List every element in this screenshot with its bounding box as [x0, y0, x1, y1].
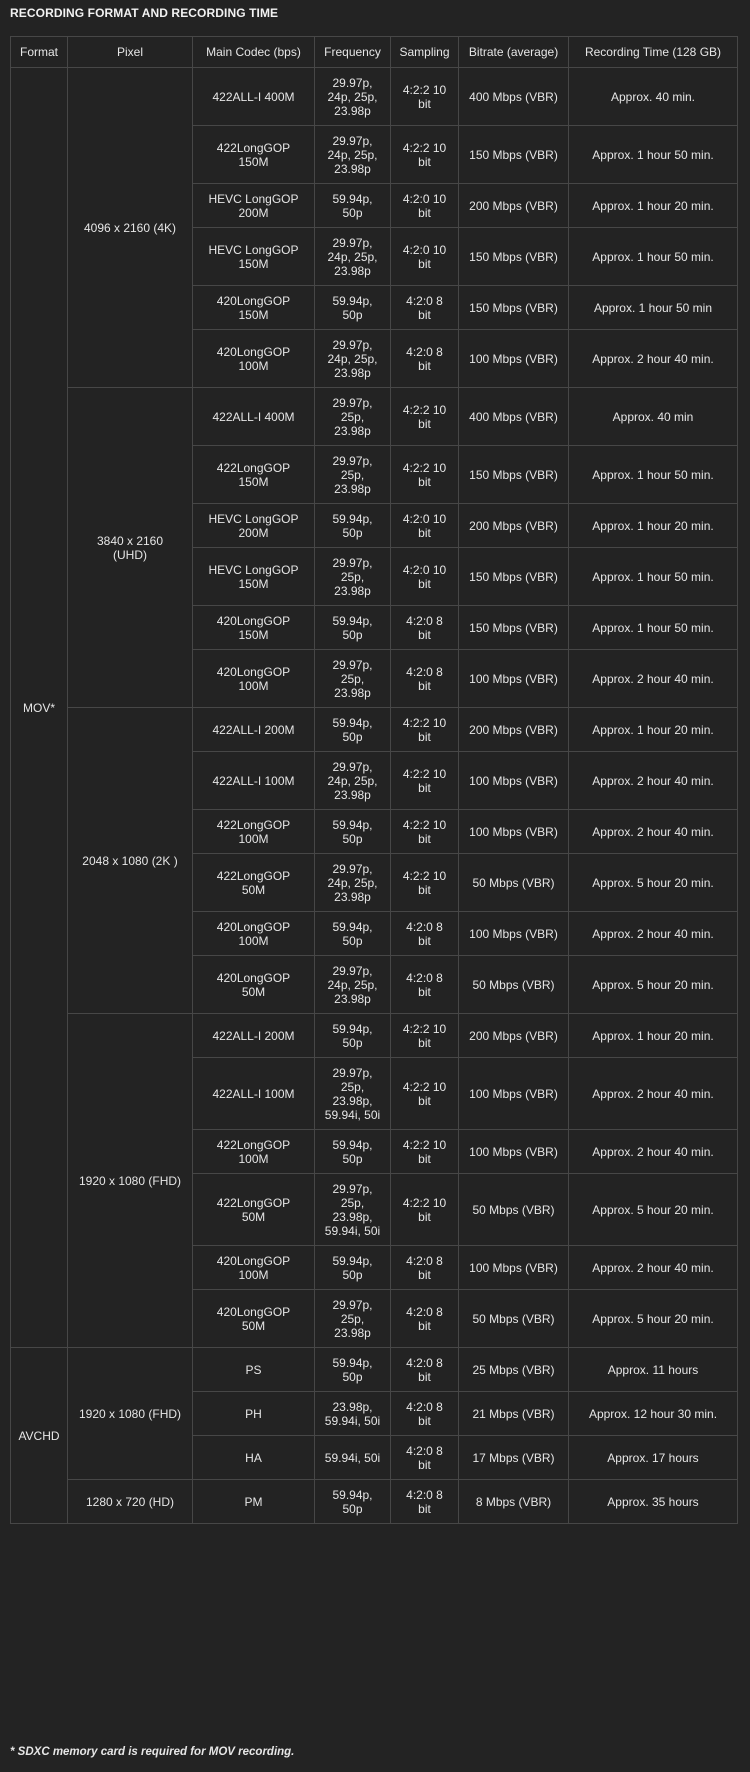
codec-cell: HA	[193, 1436, 315, 1480]
sampling-cell: 4:2:2 10 bit	[391, 1130, 459, 1174]
bitrate-cell: 50 Mbps (VBR)	[459, 854, 569, 912]
table-body	[11, 68, 738, 1524]
codec-cell: 422LongGOP 150M	[193, 446, 315, 504]
codec-cell: 422ALL-I 200M	[193, 1014, 315, 1058]
frequency-cell: 29.97p, 25p, 23.98p	[315, 548, 391, 606]
recording-time-cell: Approx. 5 hour 20 min.	[569, 1174, 738, 1246]
sampling-cell: 4:2:0 8 bit	[391, 1480, 459, 1524]
frequency-cell: 29.97p, 24p, 25p, 23.98p	[315, 752, 391, 810]
table-row	[11, 708, 738, 752]
pixel-cell: 3840 x 2160 (UHD)	[68, 388, 193, 708]
codec-cell: 422ALL-I 200M	[193, 708, 315, 752]
recording-time-cell: Approx. 2 hour 40 min.	[569, 330, 738, 388]
frequency-cell: 29.97p, 25p, 23.98p	[315, 446, 391, 504]
format-cell: MOV*	[11, 68, 68, 1348]
bitrate-cell: 150 Mbps (VBR)	[459, 548, 569, 606]
bitrate-cell: 150 Mbps (VBR)	[459, 606, 569, 650]
codec-cell: PH	[193, 1392, 315, 1436]
codec-cell: 420LongGOP 150M	[193, 286, 315, 330]
codec-cell: 422ALL-I 100M	[193, 752, 315, 810]
recording-time-cell: Approx. 2 hour 40 min.	[569, 1058, 738, 1130]
sampling-cell: 4:2:0 8 bit	[391, 1348, 459, 1392]
sampling-cell: 4:2:2 10 bit	[391, 1174, 459, 1246]
frequency-cell: 59.94p, 50p	[315, 1348, 391, 1392]
footnote: * SDXC memory card is required for MOV recording.	[10, 1746, 295, 1758]
sampling-cell: 4:2:0 8 bit	[391, 330, 459, 388]
bitrate-cell: 200 Mbps (VBR)	[459, 184, 569, 228]
sampling-cell: 4:2:2 10 bit	[391, 446, 459, 504]
codec-cell: 422LongGOP 100M	[193, 810, 315, 854]
frequency-cell: 59.94p, 50p	[315, 1130, 391, 1174]
bitrate-cell: 21 Mbps (VBR)	[459, 1392, 569, 1436]
bitrate-cell: 100 Mbps (VBR)	[459, 912, 569, 956]
sampling-cell: 4:2:2 10 bit	[391, 1014, 459, 1058]
bitrate-cell: 150 Mbps (VBR)	[459, 286, 569, 330]
frequency-cell: 29.97p, 24p, 25p, 23.98p	[315, 330, 391, 388]
bitrate-cell: 400 Mbps (VBR)	[459, 68, 569, 126]
header-recording-time: Recording Time (128 GB)	[569, 37, 738, 68]
bitrate-cell: 100 Mbps (VBR)	[459, 1130, 569, 1174]
sampling-cell: 4:2:0 8 bit	[391, 1246, 459, 1290]
table-row	[11, 68, 738, 126]
sampling-cell: 4:2:0 8 bit	[391, 650, 459, 708]
recording-time-cell: Approx. 2 hour 40 min.	[569, 1130, 738, 1174]
bitrate-cell: 100 Mbps (VBR)	[459, 752, 569, 810]
recording-time-cell: Approx. 1 hour 50 min.	[569, 606, 738, 650]
sampling-cell: 4:2:0 8 bit	[391, 1290, 459, 1348]
bitrate-cell: 150 Mbps (VBR)	[459, 446, 569, 504]
frequency-cell: 29.97p, 24p, 25p, 23.98p	[315, 228, 391, 286]
recording-time-cell: Approx. 2 hour 40 min.	[569, 810, 738, 854]
sampling-cell: 4:2:2 10 bit	[391, 752, 459, 810]
pixel-cell: 1920 x 1080 (FHD)	[68, 1014, 193, 1348]
bitrate-cell: 100 Mbps (VBR)	[459, 810, 569, 854]
table-row	[11, 388, 738, 446]
sampling-cell: 4:2:2 10 bit	[391, 810, 459, 854]
codec-cell: 422ALL-I 400M	[193, 388, 315, 446]
bitrate-cell: 25 Mbps (VBR)	[459, 1348, 569, 1392]
bitrate-cell: 50 Mbps (VBR)	[459, 956, 569, 1014]
pixel-cell: 1280 x 720 (HD)	[68, 1480, 193, 1524]
codec-cell: 420LongGOP 100M	[193, 1246, 315, 1290]
frequency-cell: 59.94p, 50p	[315, 286, 391, 330]
sampling-cell: 4:2:2 10 bit	[391, 388, 459, 446]
frequency-cell: 59.94p, 50p	[315, 184, 391, 228]
table-row	[11, 1480, 738, 1524]
codec-cell: 420LongGOP 100M	[193, 330, 315, 388]
bitrate-cell: 50 Mbps (VBR)	[459, 1174, 569, 1246]
recording-time-cell: Approx. 1 hour 20 min.	[569, 504, 738, 548]
header-sampling: Sampling	[391, 37, 459, 68]
codec-cell: HEVC LongGOP 200M	[193, 184, 315, 228]
bitrate-cell: 200 Mbps (VBR)	[459, 504, 569, 548]
sampling-cell: 4:2:0 8 bit	[391, 912, 459, 956]
frequency-cell: 59.94p, 50p	[315, 912, 391, 956]
recording-time-cell: Approx. 40 min.	[569, 68, 738, 126]
sampling-cell: 4:2:0 8 bit	[391, 286, 459, 330]
frequency-cell: 59.94i, 50i	[315, 1436, 391, 1480]
codec-cell: 422LongGOP 50M	[193, 1174, 315, 1246]
sampling-cell: 4:2:2 10 bit	[391, 708, 459, 752]
pixel-cell: 4096 x 2160 (4K)	[68, 68, 193, 388]
recording-time-cell: Approx. 40 min	[569, 388, 738, 446]
codec-cell: 420LongGOP 50M	[193, 956, 315, 1014]
codec-cell: 420LongGOP 100M	[193, 650, 315, 708]
header-pixel: Pixel	[68, 37, 193, 68]
page-title: RECORDING FORMAT AND RECORDING TIME	[10, 6, 279, 20]
recording-time-cell: Approx. 35 hours	[569, 1480, 738, 1524]
recording-time-cell: Approx. 2 hour 40 min.	[569, 650, 738, 708]
header-bitrate: Bitrate (average)	[459, 37, 569, 68]
frequency-cell: 29.97p, 25p, 23.98p	[315, 1290, 391, 1348]
frequency-cell: 29.97p, 24p, 25p, 23.98p	[315, 126, 391, 184]
frequency-cell: 29.97p, 24p, 25p, 23.98p	[315, 854, 391, 912]
sampling-cell: 4:2:2 10 bit	[391, 1058, 459, 1130]
codec-cell: PS	[193, 1348, 315, 1392]
bitrate-cell: 400 Mbps (VBR)	[459, 388, 569, 446]
recording-time-cell: Approx. 1 hour 20 min.	[569, 1014, 738, 1058]
sampling-cell: 4:2:0 8 bit	[391, 606, 459, 650]
bitrate-cell: 100 Mbps (VBR)	[459, 1246, 569, 1290]
recording-time-cell: Approx. 1 hour 20 min.	[569, 708, 738, 752]
header-row	[11, 37, 738, 68]
recording-time-cell: Approx. 17 hours	[569, 1436, 738, 1480]
bitrate-cell: 8 Mbps (VBR)	[459, 1480, 569, 1524]
frequency-cell: 23.98p, 59.94i, 50i	[315, 1392, 391, 1436]
codec-cell: 420LongGOP 50M	[193, 1290, 315, 1348]
sampling-cell: 4:2:0 10 bit	[391, 548, 459, 606]
sampling-cell: 4:2:0 10 bit	[391, 228, 459, 286]
table-row	[11, 1014, 738, 1058]
recording-time-cell: Approx. 1 hour 20 min.	[569, 184, 738, 228]
pixel-cell: 1920 x 1080 (FHD)	[68, 1348, 193, 1480]
frequency-cell: 29.97p, 25p, 23.98p, 59.94i, 50i	[315, 1174, 391, 1246]
frequency-cell: 59.94p, 50p	[315, 1014, 391, 1058]
frequency-cell: 29.97p, 25p, 23.98p	[315, 388, 391, 446]
recording-time-cell: Approx. 1 hour 50 min.	[569, 548, 738, 606]
codec-cell: 422LongGOP 100M	[193, 1130, 315, 1174]
codec-cell: PM	[193, 1480, 315, 1524]
recording-time-cell: Approx. 5 hour 20 min.	[569, 1290, 738, 1348]
frequency-cell: 59.94p, 50p	[315, 708, 391, 752]
recording-time-cell: Approx. 5 hour 20 min.	[569, 956, 738, 1014]
recording-time-cell: Approx. 2 hour 40 min.	[569, 912, 738, 956]
bitrate-cell: 150 Mbps (VBR)	[459, 228, 569, 286]
codec-cell: 420LongGOP 150M	[193, 606, 315, 650]
bitrate-cell: 200 Mbps (VBR)	[459, 1014, 569, 1058]
frequency-cell: 59.94p, 50p	[315, 504, 391, 548]
frequency-cell: 59.94p, 50p	[315, 1480, 391, 1524]
bitrate-cell: 100 Mbps (VBR)	[459, 1058, 569, 1130]
frequency-cell: 29.97p, 24p, 25p, 23.98p	[315, 956, 391, 1014]
bitrate-cell: 50 Mbps (VBR)	[459, 1290, 569, 1348]
sampling-cell: 4:2:2 10 bit	[391, 854, 459, 912]
bitrate-cell: 200 Mbps (VBR)	[459, 708, 569, 752]
header-frequency: Frequency	[315, 37, 391, 68]
sampling-cell: 4:2:0 10 bit	[391, 504, 459, 548]
table-row	[11, 1348, 738, 1392]
header-format: Format	[11, 37, 68, 68]
header-main-codec: Main Codec (bps)	[193, 37, 315, 68]
bitrate-cell: 100 Mbps (VBR)	[459, 330, 569, 388]
frequency-cell: 59.94p, 50p	[315, 606, 391, 650]
sampling-cell: 4:2:0 8 bit	[391, 1392, 459, 1436]
sampling-cell: 4:2:2 10 bit	[391, 68, 459, 126]
pixel-cell: 2048 x 1080 (2K )	[68, 708, 193, 1014]
recording-time-cell: Approx. 1 hour 50 min.	[569, 446, 738, 504]
bitrate-cell: 100 Mbps (VBR)	[459, 650, 569, 708]
recording-time-cell: Approx. 1 hour 50 min.	[569, 126, 738, 184]
sampling-cell: 4:2:0 8 bit	[391, 1436, 459, 1480]
codec-cell: 422LongGOP 150M	[193, 126, 315, 184]
recording-time-cell: Approx. 11 hours	[569, 1348, 738, 1392]
sampling-cell: 4:2:0 8 bit	[391, 956, 459, 1014]
recording-time-cell: Approx. 5 hour 20 min.	[569, 854, 738, 912]
recording-time-cell: Approx. 2 hour 40 min.	[569, 752, 738, 810]
codec-cell: 420LongGOP 100M	[193, 912, 315, 956]
format-cell: AVCHD	[11, 1348, 68, 1524]
sampling-cell: 4:2:0 10 bit	[391, 184, 459, 228]
frequency-cell: 59.94p, 50p	[315, 810, 391, 854]
recording-time-cell: Approx. 1 hour 50 min	[569, 286, 738, 330]
recording-time-cell: Approx. 1 hour 50 min.	[569, 228, 738, 286]
codec-cell: 422ALL-I 100M	[193, 1058, 315, 1130]
frequency-cell: 29.97p, 25p, 23.98p	[315, 650, 391, 708]
codec-cell: HEVC LongGOP 150M	[193, 228, 315, 286]
frequency-cell: 29.97p, 25p, 23.98p, 59.94i, 50i	[315, 1058, 391, 1130]
codec-cell: HEVC LongGOP 150M	[193, 548, 315, 606]
bitrate-cell: 17 Mbps (VBR)	[459, 1436, 569, 1480]
recording-time-cell: Approx. 12 hour 30 min.	[569, 1392, 738, 1436]
codec-cell: HEVC LongGOP 200M	[193, 504, 315, 548]
codec-cell: 422ALL-I 400M	[193, 68, 315, 126]
codec-cell: 422LongGOP 50M	[193, 854, 315, 912]
frequency-cell: 29.97p, 24p, 25p, 23.98p	[315, 68, 391, 126]
sampling-cell: 4:2:2 10 bit	[391, 126, 459, 184]
recording-time-cell: Approx. 2 hour 40 min.	[569, 1246, 738, 1290]
frequency-cell: 59.94p, 50p	[315, 1246, 391, 1290]
recording-format-table	[10, 36, 738, 1524]
bitrate-cell: 150 Mbps (VBR)	[459, 126, 569, 184]
